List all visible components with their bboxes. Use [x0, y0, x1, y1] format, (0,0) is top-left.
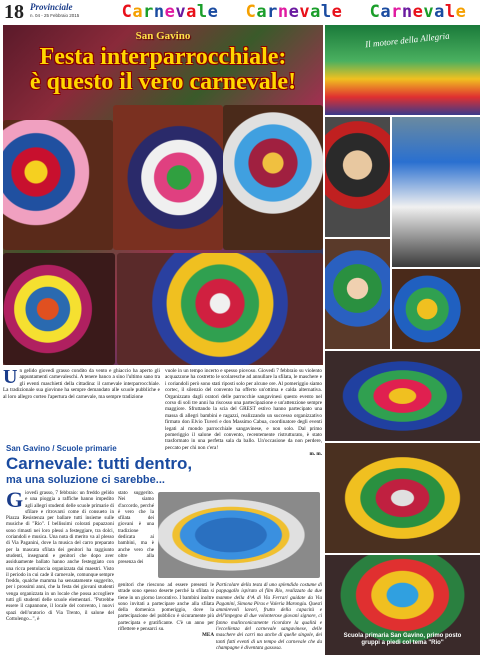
photo-children-costumes-3: [223, 105, 323, 250]
photo-float-banner: [325, 25, 480, 115]
banner-letter: a: [132, 2, 144, 22]
photo-child-2: [392, 269, 480, 349]
article2-signature: MEA: [202, 632, 214, 639]
article1-col-2: vuole in un tempo incerto e spesso piovoso. Giovedì 7 febbraio su violento acquazzone ha costretto le scolaresche ad annullare la sfilata, le maschere e i coriandoli però sono stati riposti solo per alcune ore. Al pomeriggio siamo cortec, il silenzio del convento ha offerto un'ottima e calda alternativa. Organizzato dagli oratori delle parrocchie sangavinesi questo evento nel corso di soli tre anni ha riscosso una partecipazione e un'attenzione sempre maggiore. Sfruttando la scia del GREST estivo hanno partecipato una massa di allegri bambini e ragazzi, realizzando un successo organizzativo firmato don Elvio Tuveri e don Massimo Cabua, coordinatore degli eventi legati al mondo parrocchiale sangavinese, e non solo. Dal primo pomeriggio il salone del convento, recentemente ristrutturato, è stato trasformato in una perfetta sala da ballo. Un'occasione da non perdere, peccato per chi non c'era! m. m.: [165, 368, 322, 458]
banner-letter: C: [121, 2, 133, 22]
right-bottom-caption: Scuola primaria San Gavino, primo posto gruppi a piedi col tema "Rio": [343, 633, 462, 646]
article2-photo-caption: Particolare della testa di uno splendido costume di pappagallo ispirato al film Rio, realizzato da due mamme della 4^A di Via Ferrari guidate da Via Paganini, Simona Piras e Valeria Marongiu. Questi ammirevoli lavori, frutto della capacità e dell'impegno di due volonterose giovani signore, ci fanno malinconicamente ricordare la qualità e l'eccellenza del carnevale sangavinese, delle maschere dei carri ma anche di quelle singole, dei tanti fatti eventi di un tempo del carnevale che da champagne è diventata gassosa.: [216, 582, 322, 651]
article2-title: Carnevale: tutti dentro,: [6, 454, 193, 473]
banner-letter: l: [320, 2, 332, 22]
banner-letter: e: [455, 2, 467, 22]
banner-letter: a: [310, 2, 321, 22]
banner-letter: n: [277, 2, 289, 22]
banner-letter: r: [143, 2, 154, 22]
article1-dropcap: U: [3, 366, 18, 388]
photo-children-costumes-2: [113, 105, 223, 250]
float-banner-text: Il motore della Allegria: [364, 30, 451, 50]
issue-info: n. 04 - 25 Febbraio 2015: [30, 13, 80, 18]
banner-letter: e: [412, 2, 424, 22]
article2-col-2: stato suggerito. Nei siamo d'accordo, perché è vero che la sfilata dei giovani è una tradizione dedicata ai bambini, ma è anche vero che oltre alla presenza dei: [118, 490, 154, 566]
photo-child-1: [325, 239, 390, 349]
banner-letter: a: [256, 2, 268, 22]
banner-letter: v: [423, 2, 435, 22]
banner-letter: a: [434, 2, 445, 22]
banner-letter: l: [444, 2, 456, 22]
photo-children-costumes-1: [3, 120, 113, 250]
banner-letter: l: [196, 2, 208, 22]
banner-letter: C: [369, 2, 381, 22]
article2-col-3: genitori che riescono ad essere presenti le strade sono spesso deserte perché la sfilata si tiene in un giorno lavorativo. I bambini inoltre sono invitati a partecipare anche alla sfilata della domenica pomeriggio, dove la partecipazione del pubblico è sicuramente più partecipata e gratificante. C'è un anno per riflettere e pensarci su. MEA: [118, 582, 214, 639]
banner-letter: n: [153, 2, 165, 22]
banner-letter: e: [164, 2, 176, 22]
headline-line-1: Festa interparrocchiale:: [39, 44, 287, 70]
article1-col-1: Un gelido giovedì grasso condito da vento e ghiaccio ha aperto gli appuntamenti carnevaleschi. A tenere banco a sino l'ultimo sano tra gli eventi maschietti della cittadina: il carnevale interparrocchiale. La tradizionale sua giovinne ha sempre demandato alle scuole pubbliche e al loro allegro corteo l'apertura del carnevale, ma sempre tradizione: [3, 366, 160, 400]
photo-children-group-2: [325, 443, 480, 553]
photo-children-costumes-5: [117, 253, 323, 365]
photo-children-costumes-4: [3, 253, 115, 365]
page-header: [0, 0, 482, 24]
right-photo-column: [325, 25, 480, 655]
article2-dropcap: G: [6, 490, 24, 512]
article2-subtitle: ma una soluzione ci sarebbe...: [6, 474, 165, 486]
banner-letter: a: [186, 2, 197, 22]
banner-letter: v: [175, 2, 187, 22]
photo-masked-face: [325, 117, 390, 237]
article1-headline: [3, 45, 323, 95]
banner-letter: n: [401, 2, 413, 22]
banner-letter: r: [391, 2, 402, 22]
banner-word-0: [122, 2, 219, 22]
banner-letter: a: [380, 2, 392, 22]
photo-children-group-1: [325, 351, 480, 441]
banner-word-1: [246, 2, 343, 22]
photo-parrot-costume: [158, 492, 320, 578]
page-number: 18: [4, 1, 24, 23]
main-photo-collage: [3, 25, 323, 365]
carnevale-banner: [108, 0, 480, 24]
banner-letter: r: [267, 2, 278, 22]
banner-letter: v: [299, 2, 311, 22]
headline-line-2: è questo il vero carnevale!: [29, 69, 297, 95]
banner-letter: C: [245, 2, 257, 22]
banner-letter: e: [331, 2, 343, 22]
article1-kicker: San Gavino: [135, 30, 191, 42]
banner-letter: e: [288, 2, 300, 22]
article1-signature: m. m.: [309, 451, 322, 458]
banner-letter: e: [207, 2, 219, 22]
masthead: Provinciale: [30, 2, 73, 12]
article2-col-1: Giovedì grasso, 7 febbraio: un freddo gelido e una pioggia a raffiche hanno impedito agli allegri studenti delle scuole primarie di sfilare e ritrovarsi come di consueto in Piazza Resistenza per ballare tutti insieme sulle musiche di "Rio". I bellissimi colorati pupazzoni sono rimasti nei loro plessi a festeggiare, tra dolci, coriandoli e musica. Una nota di merito va al plesso di Via Paganini, dove la musica del carro preparato per la mascata sfilata dei genitori ha raggiunto studenti, insegnanti e genitori che dopo aver assiduamente ballato hanno anche festeggiato con una ricca pentolaccia organizzata dai maestri. Visto il periodo in cui cade il carnevale, comunque sempre freddo, qualche mamma ha sensatamente suggerito, per i prossimi anni, che la festa dei giovani studenti venga organizzata in un locale che possa accogliere tutti gli studenti delle scuole elementari. "Potrebbe essere il capannone, il locale del convento, i nuovi spazi dell'oratorio di Via Trento, il salone del Cottolengo...", è: [6, 490, 114, 622]
banner-word-2: [370, 2, 467, 22]
article2-kicker: San Gavino / Scuole primarie: [6, 444, 117, 453]
photo-dancer-costume: [392, 117, 480, 267]
